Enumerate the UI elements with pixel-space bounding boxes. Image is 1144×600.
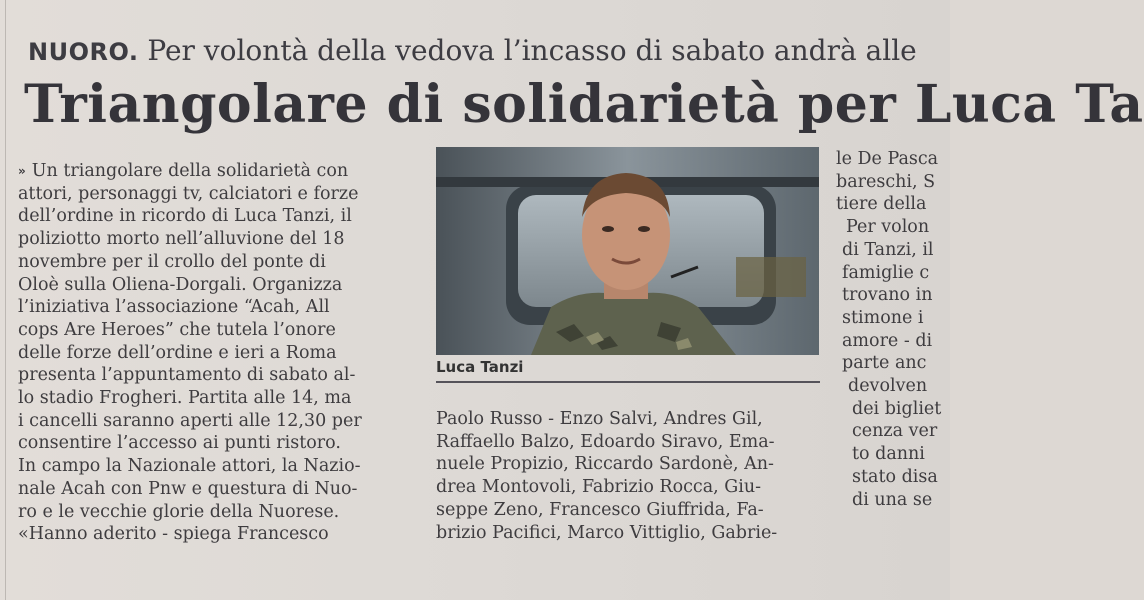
article-column-1: [18, 160, 413, 546]
column-line: «Hanno aderito - spiega Francesco: [18, 524, 329, 545]
column-line: Paolo Russo - Enzo Salvi, Andres Gil,: [436, 409, 763, 429]
column-line: Per volon: [846, 217, 930, 238]
column-line: brizio Pacifici, Marco Vittiglio, Gabrie-: [436, 522, 778, 543]
article-photo: [436, 147, 819, 355]
portrait-photo: [436, 147, 819, 355]
column-line: le De Pasca: [836, 149, 939, 169]
column-line: cenza ver: [852, 421, 938, 442]
kicker-place: NUORO.: [28, 38, 139, 66]
column-line: to danni: [852, 444, 925, 465]
article-column-3: [836, 148, 956, 511]
article-column-2: [436, 408, 821, 544]
page-fold-line: [5, 0, 6, 600]
photo-caption: Luca Tanzi: [436, 358, 524, 376]
column-line: bareschi, S: [836, 171, 936, 192]
column-line: Oloè sulla Oliena-Dorgali. Organizza: [18, 274, 343, 295]
column-line: devolven: [848, 376, 928, 397]
column-line: seppe Zeno, Francesco Giuffrida, Fa-: [436, 499, 764, 520]
column-line: nale Acah con Pnw e questura di Nuo-: [18, 478, 358, 499]
column-line: amore - di: [842, 330, 933, 351]
column-line: Raffaello Balzo, Edoardo Siravo, Ema-: [436, 431, 775, 452]
column-line: attori, personaggi tv, calciatori e forze: [18, 183, 359, 204]
column-line: delle forze dell’ordine e ieri a Roma: [18, 342, 337, 363]
column-line: di Tanzi, il: [842, 239, 934, 260]
column-line: lo stadio Frogheri. Partita alle 14, ma: [18, 388, 352, 409]
article-kicker: [28, 34, 917, 67]
column-line: parte anc: [842, 353, 927, 374]
column-line: » Un triangolare della solidarietà con: [18, 161, 349, 181]
column-line: di una se: [852, 489, 933, 510]
column-line: In campo la Nazionale attori, la Nazio-: [18, 456, 361, 477]
article-headline: Triangolare di solidarietà per Luca Ta: [24, 74, 1144, 135]
column-line: dei bigliet: [852, 398, 942, 419]
column-line: poliziotto morto nell’alluvione del 18: [18, 229, 345, 250]
column-line: cops Are Heroes” che tutela l’onore: [18, 319, 336, 340]
double-arrow-icon: »: [18, 164, 26, 178]
column-line: ro e le vecchie glorie della Nuorese.: [18, 501, 340, 522]
column-line: consentire l’accesso ai punti ristoro.: [18, 433, 341, 454]
column-line: drea Montovoli, Fabrizio Rocca, Giu-: [436, 477, 762, 498]
caption-rule: [436, 381, 820, 383]
kicker-text: Per volontà della vedova l’incasso di sabato andrà alle: [147, 34, 917, 67]
column-line: stato disa: [852, 466, 938, 487]
column-line: nuele Propizio, Riccardo Sardonè, An-: [436, 454, 774, 475]
column-line: i cancelli saranno aperti alle 12,30 per: [18, 410, 362, 431]
column-line: famiglie c: [842, 262, 930, 283]
column-line: novembre per il crollo del ponte di: [18, 251, 326, 272]
column-line: l’iniziativa l’associazione “Acah, All: [18, 297, 330, 318]
column-line: tiere della: [836, 194, 927, 215]
column-line: presenta l’appuntamento di sabato al-: [18, 365, 356, 386]
column-line: stimone i: [842, 307, 924, 328]
column-line: dell’ordine in ricordo di Luca Tanzi, il: [18, 206, 352, 227]
column-line: trovano in: [842, 285, 933, 306]
